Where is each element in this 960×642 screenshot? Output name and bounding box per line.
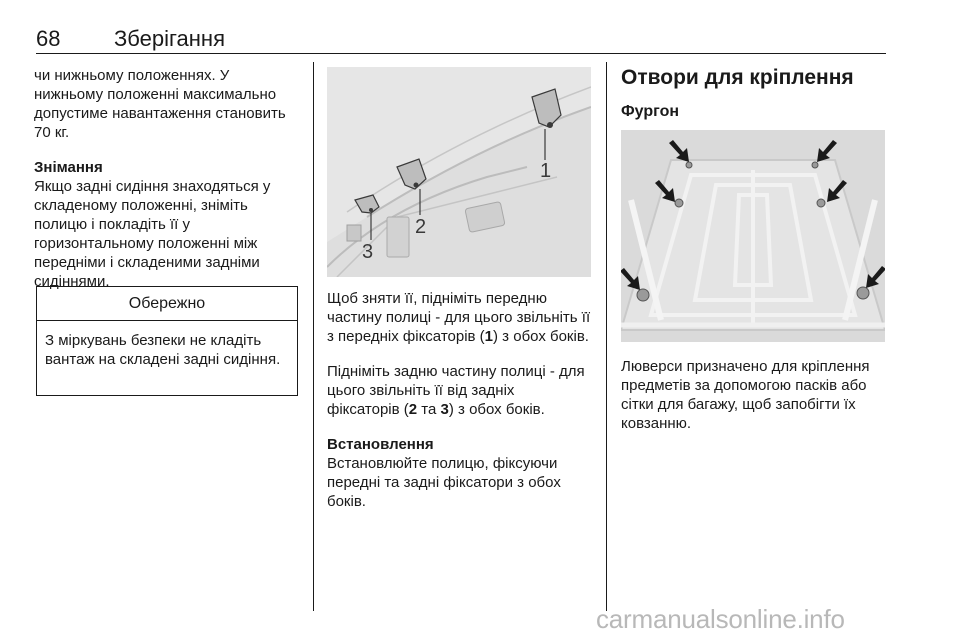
fixture-label-3: 3 [362,241,374,263]
warning-box [36,286,298,396]
cargo-floor-drawing [621,130,885,342]
fixture-label-1: 1 [540,160,552,182]
install-heading: Встановлення [327,436,434,453]
removal-paragraph: Якщо задні сидіння знаходяться у складеному положенні, зніміть полицю і покладіть її у горизонтальному положенні між передніми і складеними задніми сидіннями. [34,178,271,290]
column-1 [34,66,302,307]
eyelet-front-right [812,162,818,168]
install-paragraph: Встановлюйте полицю, фіксуючи передні та задні фіксатори з обох боків. [327,455,561,510]
remove-rear-conj: та [417,401,441,418]
remove-front-text-end: ) з обох боків. [493,328,589,345]
cargo-floor-illustration [621,130,885,342]
anchor-holes-heading: Отвори для кріплення [621,66,854,89]
page-number: 68 [36,26,61,51]
shelf-fixtures-illustration [327,67,591,277]
fixture-label-2: 2 [415,216,427,238]
ref-3: 3 [440,401,449,418]
intro-paragraph: чи нижньому положеннях. У нижньому положенні максимально допустиме навантаження становить 70 кг. [34,67,286,141]
remove-front-text: Щоб зняти її, підніміть передню частину полиці - для цього звільніть її з передніх фіксаторів ( [327,290,591,345]
eyelet-rear-right [857,287,869,299]
remove-rear-text: Підніміть задню частину полиці - для цього звільніть її від задніх фіксаторів ( [327,363,585,418]
ref-1: 1 [484,328,494,345]
removal-heading: Знімання [34,159,103,176]
section-title: Зберігання [114,26,225,51]
eyelet-mid-left [675,199,683,207]
eyelet-rear-left [637,289,649,301]
header-rule [36,53,886,54]
van-subheading: Фургон [621,103,680,120]
column-2 [327,289,591,527]
watermark: carmanualsonline.info [596,604,845,634]
column-divider-2 [606,62,607,611]
warning-title: Обережно [37,287,297,321]
column-divider-1 [313,62,314,611]
column-3 [621,357,889,449]
ref-2: 2 [408,401,418,418]
remove-rear-paragraph [327,362,591,419]
eyelets-paragraph: Люверси призначено для кріплення предметів за допомогою пасків або сітки для багажу, щоб запобігти їх ковзанню. [621,358,870,432]
eyelet-mid-right [817,199,825,207]
warning-text: З міркувань безпеки не кладіть вантаж на складені задні сидіння. [45,332,281,368]
remove-rear-text-end: ) з обох боків. [448,401,545,418]
eyelet-front-left [686,162,692,168]
shelf-fixtures-drawing [327,67,591,277]
remove-front-paragraph [327,289,591,346]
